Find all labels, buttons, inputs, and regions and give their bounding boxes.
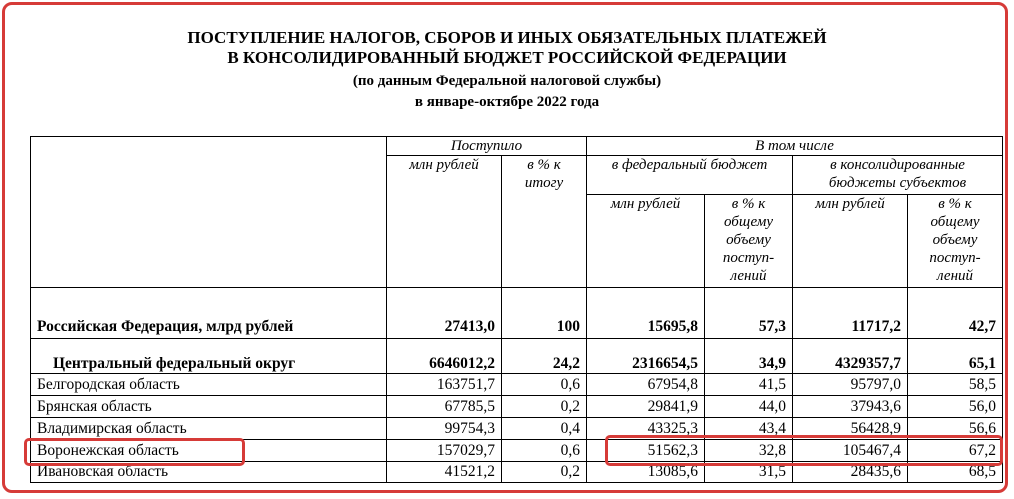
row-total: 6646012,2 <box>387 339 502 374</box>
row-reg: 56428,9 <box>793 418 908 440</box>
row-reg: 37943,6 <box>793 396 908 418</box>
row-fed-pct: 34,9 <box>705 339 793 374</box>
row-pct: 24,2 <box>502 339 587 374</box>
row-reg: 105467,4 <box>793 440 908 462</box>
table-row <box>31 374 1003 396</box>
title-source: (по данным Федеральной налоговой службы) <box>352 73 662 89</box>
tax-receipts-table <box>30 136 1003 483</box>
row-name: Центральный федеральный округ <box>31 339 387 374</box>
row-fed: 2316654,5 <box>587 339 705 374</box>
row-fed: 13085,6 <box>587 462 705 483</box>
row-reg: 28435,6 <box>793 462 908 483</box>
row-pct: 100 <box>502 288 587 339</box>
row-fed-pct: 43,4 <box>705 418 793 440</box>
row-fed: 51562,3 <box>587 440 705 462</box>
row-total: 67785,5 <box>387 396 502 418</box>
header-received: Поступило <box>387 137 587 156</box>
row-fed-pct: 41,5 <box>705 374 793 396</box>
row-name: Владимирская область <box>31 418 387 440</box>
header-total-mln: млн рублей <box>387 156 502 288</box>
row-total: 157029,7 <box>387 440 502 462</box>
row-reg-pct: 58,5 <box>908 374 1003 396</box>
row-total: 27413,0 <box>387 288 502 339</box>
row-pct: 0,4 <box>502 418 587 440</box>
row-fed-pct: 31,5 <box>705 462 793 483</box>
row-pct: 0,2 <box>502 462 587 483</box>
row-name: Российская Федерация, млрд рублей <box>31 288 387 339</box>
table-row <box>31 462 1003 483</box>
header-total-pct: в % к итогу <box>502 156 587 288</box>
row-reg: 95797,0 <box>793 374 908 396</box>
table-row <box>31 288 1003 339</box>
header-regional-pct: в % к общему объему поступ-лений <box>908 195 1003 288</box>
row-reg: 11717,2 <box>793 288 908 339</box>
row-pct: 0,6 <box>502 374 587 396</box>
row-total: 99754,3 <box>387 418 502 440</box>
header-including: В том числе <box>587 137 1003 156</box>
row-fed: 43325,3 <box>587 418 705 440</box>
title-line-2: В КОНСОЛИДИРОВАННЫЙ БЮДЖЕТ РОССИЙСКОЙ ФЕДЕРАЦИИ <box>227 48 787 67</box>
row-fed-pct: 32,8 <box>705 440 793 462</box>
table-row <box>31 396 1003 418</box>
title-line-1: ПОСТУПЛЕНИЕ НАЛОГОВ, СБОРОВ И ИНЫХ ОБЯЗАТЕЛЬНЫХ ПЛАТЕЖЕЙ <box>187 28 827 47</box>
row-pct: 0,2 <box>502 396 587 418</box>
header-regional: в консолидированные бюджеты субъектов <box>793 156 1003 195</box>
header-federal-pct: в % к общему объему поступ-лений <box>705 195 793 288</box>
row-reg-pct: 56,6 <box>908 418 1003 440</box>
row-reg-pct: 42,7 <box>908 288 1003 339</box>
row-total: 41521,2 <box>387 462 502 483</box>
row-reg-pct: 68,5 <box>908 462 1003 483</box>
title-period: в январе-октябре 2022 года <box>414 94 600 110</box>
table-row <box>31 339 1003 374</box>
row-name: Ивановская область <box>31 462 387 483</box>
row-reg-pct: 65,1 <box>908 339 1003 374</box>
row-reg: 4329357,7 <box>793 339 908 374</box>
header-federal: в федеральный бюджет <box>587 156 793 195</box>
row-name: Белгородская область <box>31 374 387 396</box>
row-pct: 0,6 <box>502 440 587 462</box>
table-row-highlighted <box>31 440 1003 462</box>
row-fed: 29841,9 <box>587 396 705 418</box>
row-fed-pct: 57,3 <box>705 288 793 339</box>
table-row <box>31 418 1003 440</box>
row-reg-pct: 67,2 <box>908 440 1003 462</box>
row-reg-pct: 56,0 <box>908 396 1003 418</box>
header-regional-mln: млн рублей <box>793 195 908 288</box>
header-region-cell <box>31 137 387 288</box>
row-fed: 67954,8 <box>587 374 705 396</box>
row-fed-pct: 44,0 <box>705 396 793 418</box>
row-total: 163751,7 <box>387 374 502 396</box>
row-name: Воронежская область <box>31 440 387 462</box>
row-fed: 15695,8 <box>587 288 705 339</box>
header-federal-mln: млн рублей <box>587 195 705 288</box>
row-name: Брянская область <box>31 396 387 418</box>
